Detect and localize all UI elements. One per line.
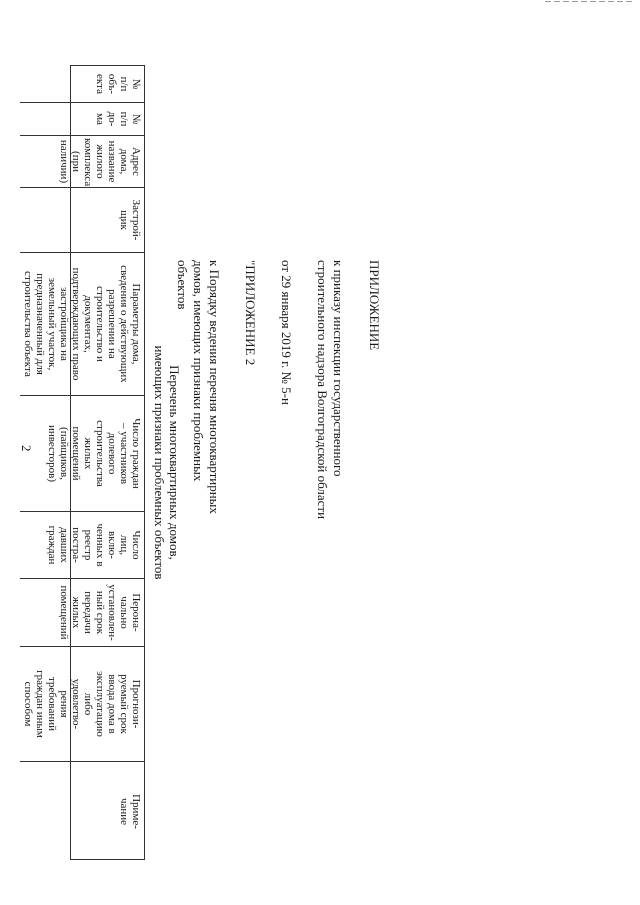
order-reference-line-2: строительного надзора Волгоградской области: [315, 260, 330, 520]
column-header-forecast-deadline: Прогнози- руемый срок ввода дома в эксплуатацию либо удовлетво- рения требований граждан иным способом: [20, 647, 144, 762]
page-number: 2: [19, 445, 34, 452]
column-header-house-number: № п/п до- ма: [20, 103, 144, 136]
list-title-line-2: имеющих признаки проблемных объектов: [152, 345, 167, 580]
column-header-note: Приме- чание: [118, 794, 142, 829]
procedure-line-1: к Порядку ведения перечня многоквартирных: [207, 260, 222, 514]
problem-objects-table: [22, 65, 145, 860]
column-header-address: Адрес дома, название жилого комплекса (при наличии): [20, 136, 144, 188]
document-header: [174, 260, 382, 680]
list-title: [152, 65, 182, 860]
column-header-developer: Застрой- щик: [20, 188, 144, 253]
procedure-line-3: объектов: [175, 260, 190, 310]
column-header-house-parameters: Параметры дома, сведения о действующих разрешении на строительство и документах, подтверждающих право застройщика на земельный участок, предназначенный для строительства объекта: [20, 253, 144, 396]
appendix-2-label: "ПРИЛОЖЕНИЕ 2: [243, 260, 258, 366]
appendix-title: ПРИЛОЖЕНИЕ: [367, 260, 382, 351]
order-reference-line-1: к приказу инспекции государственного: [331, 260, 346, 477]
column-header-initial-deadline: Перона- чально установлен- ный срок передачи жилых помещений: [20, 579, 144, 647]
scan-edge-line: [545, 1, 635, 2]
rotated-content: [22, 65, 387, 860]
procedure-line-2: домов, имеющих признаки проблемных: [191, 260, 206, 482]
column-header-participants-count: Число граждан – участников долевого строительства жилых помещений (пайщиков, инвесторов): [20, 396, 144, 512]
column-header-affected-count: Число лиц, вклю- ченных в реестр постра- давших граждан: [20, 512, 144, 579]
column-header-object-number: № п/п объ- екта: [20, 66, 144, 103]
list-title-line-1: Перечень многоквартирных домов,: [167, 365, 182, 560]
order-date: от 29 января 2019 г. № 5-н: [279, 260, 294, 405]
